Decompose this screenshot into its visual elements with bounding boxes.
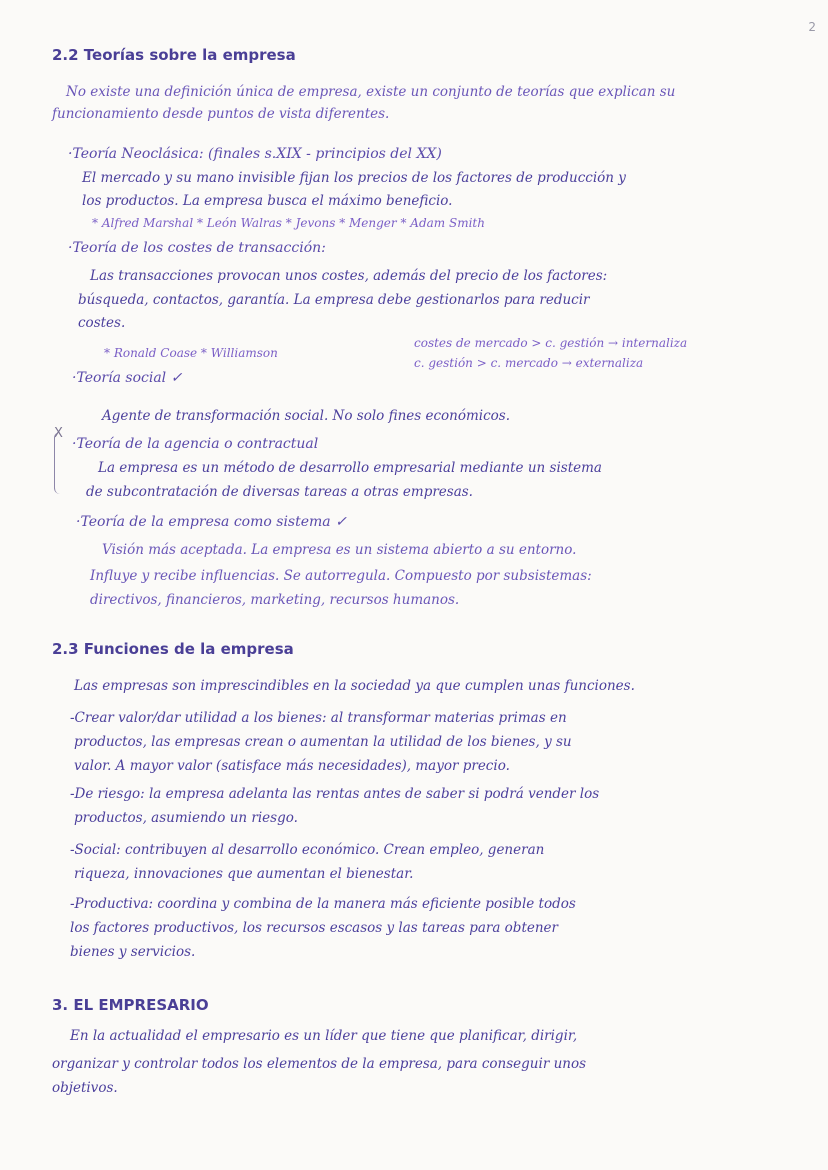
sistema-line-1: Visión más aceptada. La empresa es un sistema abierto a su entorno.: [102, 542, 577, 558]
theory-sistema-title: ·Teoría de la empresa como sistema ✓: [76, 514, 347, 530]
heading-3: 3. EL EMPRESARIO: [52, 996, 209, 1014]
page-number: 2: [808, 20, 816, 34]
funcion-line-1: -Crear valor/dar utilidad a los bienes: al transformar materias primas en: [70, 710, 567, 726]
costes-line-1: Las transacciones provocan unos costes, además del precio de los factores:: [90, 268, 608, 284]
funcion-line-4: -De riesgo: la empresa adelanta las rentas antes de saber si podrá vender los: [70, 786, 600, 802]
funcion-line-3: valor. A mayor valor (satisface más necesidades), mayor precio.: [74, 758, 510, 774]
costes-rule-internaliza: costes de mercado > c. gestión → internaliza: [414, 336, 688, 350]
intro-line-1: No existe una definición única de empresa, existe un conjunto de teorías que explican su: [66, 84, 676, 100]
intro-line-2: funcionamiento desde puntos de vista diferentes.: [52, 106, 390, 122]
theory-costes-title: ·Teoría de los costes de transacción:: [68, 240, 326, 256]
sistema-line-2: Influye y recibe influencias. Se autorregula. Compuesto por subsistemas:: [90, 568, 592, 584]
neoclasica-line-1: El mercado y su mano invisible fijan los precios de los factores de producción y: [82, 170, 626, 186]
heading-2-3: 2.3 Funciones de la empresa: [52, 640, 294, 658]
theory-neoclasica-title: ·Teoría Neoclásica: (finales s.XIX - principios del XX): [68, 146, 442, 162]
costes-authors: * Ronald Coase * Williamson: [104, 346, 278, 360]
costes-line-2: búsqueda, contactos, garantía. La empresa debe gestionarlos para reducir: [78, 292, 590, 308]
theory-agencia-title: ·Teoría de la agencia o contractual: [72, 436, 319, 452]
x-mark: X: [54, 426, 63, 441]
funcion-line-2: productos, las empresas crean o aumentan la utilidad de los bienes, y su: [74, 734, 572, 750]
agencia-line-1: La empresa es un método de desarrollo empresarial mediante un sistema: [98, 460, 602, 476]
funcion-line-7: riqueza, innovaciones que aumentan el bienestar.: [74, 866, 414, 882]
social-line: Agente de transformación social. No solo fines económicos.: [102, 408, 511, 424]
sistema-line-3: directivos, financieros, marketing, recursos humanos.: [90, 592, 460, 608]
costes-rule-externaliza: c. gestión > c. mercado → externaliza: [414, 356, 644, 370]
costes-line-3: costes.: [78, 315, 126, 331]
empresario-line-2: organizar y controlar todos los elementos de la empresa, para conseguir unos: [52, 1056, 587, 1072]
margin-bracket: [54, 432, 63, 494]
funcion-line-9: los factores productivos, los recursos escasos y las tareas para obtener: [70, 920, 558, 936]
empresario-line-3: objetivos.: [52, 1080, 118, 1096]
heading-2-2: 2.2 Teorías sobre la empresa: [52, 46, 296, 64]
empresario-line-1: En la actualidad el empresario es un líder que tiene que planificar, dirigir,: [70, 1028, 578, 1044]
funcion-line-6: -Social: contribuyen al desarrollo económico. Crean empleo, generan: [70, 842, 545, 858]
agencia-line-2: de subcontratación de diversas tareas a otras empresas.: [86, 484, 473, 500]
funciones-intro: Las empresas son imprescindibles en la sociedad ya que cumplen unas funciones.: [74, 678, 635, 694]
funcion-line-10: bienes y servicios.: [70, 944, 196, 960]
theory-social-title: ·Teoría social ✓: [72, 370, 183, 386]
neoclasica-line-2: los productos. La empresa busca el máximo beneficio.: [82, 193, 453, 209]
funcion-line-8: -Productiva: coordina y combina de la manera más eficiente posible todos: [70, 896, 576, 912]
funcion-line-5: productos, asumiendo un riesgo.: [74, 810, 298, 826]
neoclasica-authors: * Alfred Marshal * León Walras * Jevons * Menger * Adam Smith: [92, 216, 485, 230]
